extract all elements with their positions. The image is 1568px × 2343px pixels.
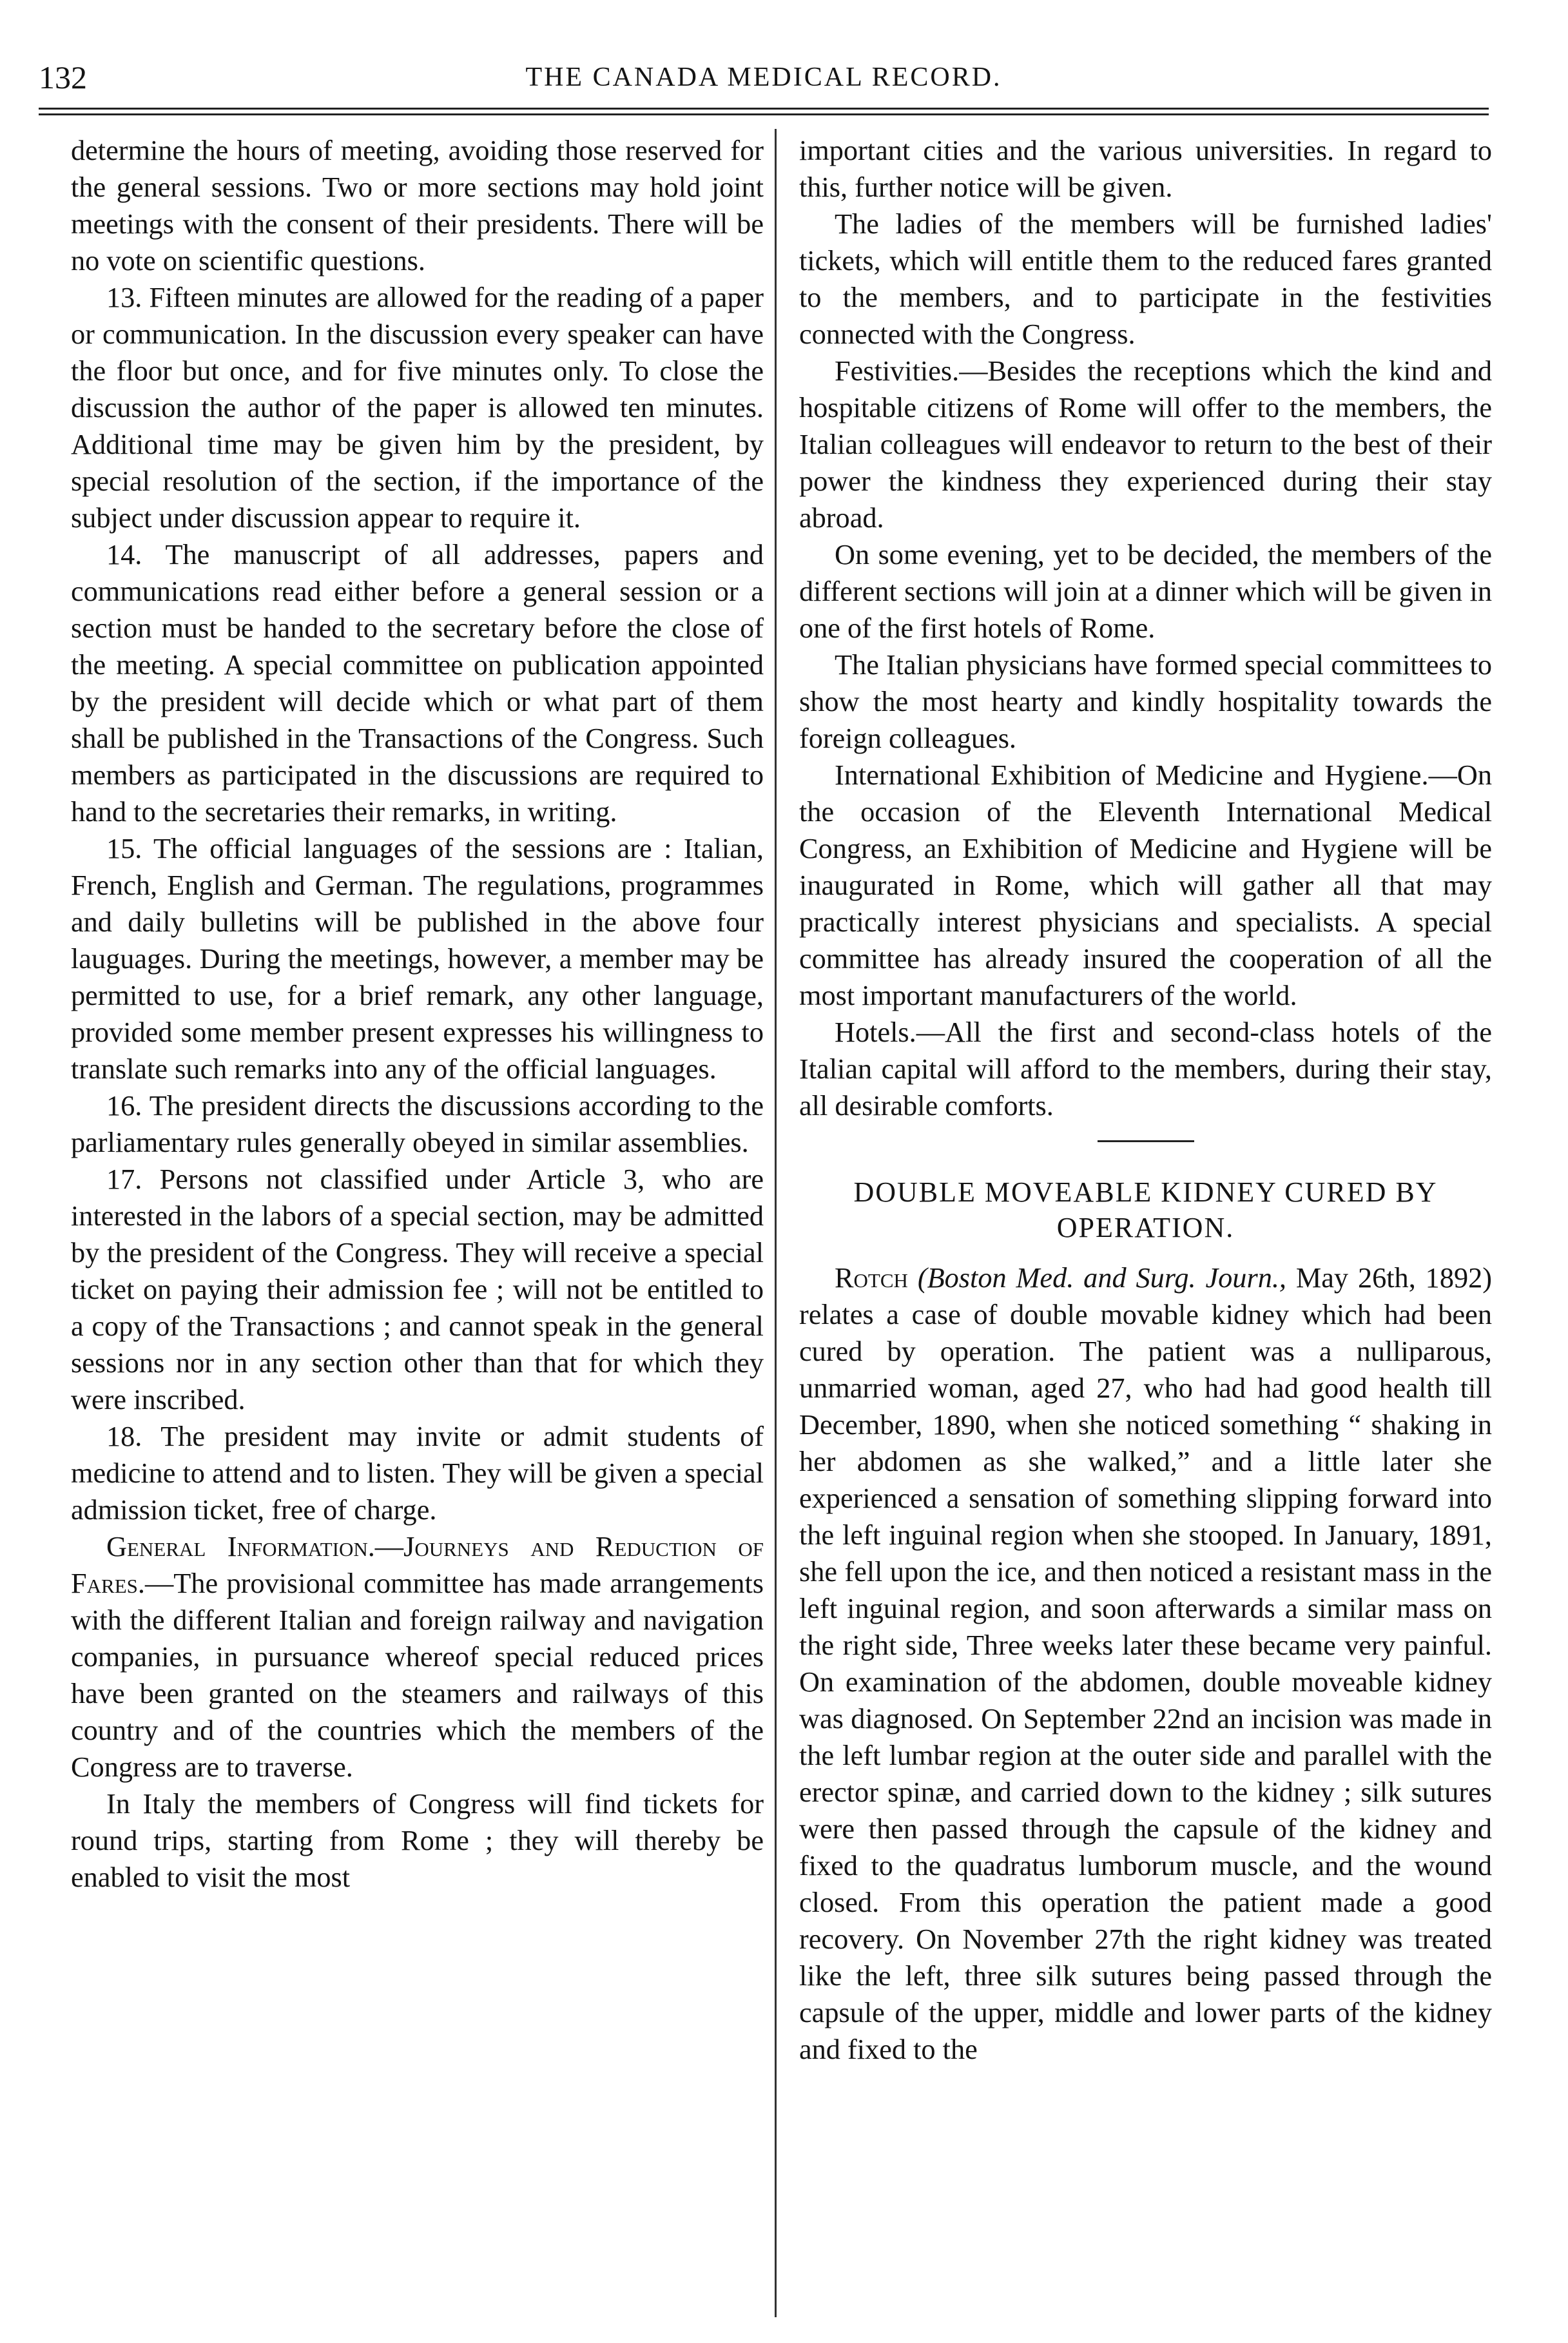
journal-title: THE CANADA MEDICAL RECORD. xyxy=(525,63,1002,92)
paragraph-continuation-right: important cities and the various universities. In regard to this, further notice will be given. xyxy=(799,135,1492,203)
general-information-heading: General Information.—Journeys and Reduction of Fares. xyxy=(71,1531,764,1599)
article-17: 17. Persons not classified under Article 3, who are interested in the labors of a special section, may be admitted by the president of the Congress. They will receive a special ticket on paying their admission fee ; will not be entitled to a copy of the Transactions ; and cannot speak in the general sessions nor in any section other than that for which they were inscribed. xyxy=(71,1163,764,1415)
festivities-paragraph: Festivities.—Besides the receptions which the kind and hospitable citizens of Rome will offer to the members, the Italian colleagues will endeavor to return to the best of their power the kindness they experienced during their stay abroad. xyxy=(799,355,1492,534)
exhibition-paragraph: International Exhibition of Medicine and Hygiene.—On the occasion of the Eleventh International Medical Congress, an Exhibition of Medicine and Hygiene will be inaugurated in Rome, which will gather all that may practically interest physicians and specialists. A special committee has already insured the cooperation of all the most important manufacturers of the world. xyxy=(799,759,1492,1011)
header-rule-top xyxy=(39,108,1489,110)
hospitality-paragraph: The Italian physicians have formed special committees to show the most hearty and kindly hospitality towards the foreign colleagues. xyxy=(799,649,1492,754)
ladies-tickets-paragraph: The ladies of the members will be furnished ladies' tickets, which will entitle them to the reduced fares granted to the members, and to participate in the festivities connected with the Congress. xyxy=(799,208,1492,350)
hotels-paragraph: Hotels.—All the first and second-class hotels of the Italian capital will afford to the members, during their stay, all desirable comforts. xyxy=(799,1016,1492,1122)
paragraph-continuation: determine the hours of meeting, avoiding those reserved for the general sessions. Two or more sections may hold joint meetings with the consent of their presidents. There will be no vote on scientific questions. xyxy=(71,135,764,277)
article-18: 18. The president may invite or admit students of medicine to attend and to listen. They will be given a special admission ticket, free of charge. xyxy=(71,1421,764,1526)
section-separator xyxy=(1098,1140,1194,1142)
article-16: 16. The president directs the discussions according to the parliamentary rules generally obeyed in similar assemblies. xyxy=(71,1090,764,1158)
general-information-paragraph xyxy=(71,1528,764,1785)
article-15: 15. The official languages of the sessions are : Italian, French, English and German. The regulations, programmes and daily bulletins will be published in the above four lauguages. During the meetings, however, a member may be permitted to use, for a brief remark, any other language, provided some member present expresses his willingness to translate such remarks into any of the official languages. xyxy=(71,833,764,1085)
article-14: 14. The manuscript of all addresses, papers and communications read either before a general session or a section must be handed to the secretary before the close of the meeting. A special committee on publication appointed by the president will decide which or what part of them shall be published in the Transactions of the Congress. Such members as participated in the discussions are required to hand to the secretaries their remarks, in writing. xyxy=(71,539,764,828)
column-divider xyxy=(775,129,777,2317)
article-author: Rotch xyxy=(835,1262,908,1294)
right-column xyxy=(799,132,1492,2068)
page-number: 132 xyxy=(39,59,87,95)
header-rule-bottom xyxy=(39,113,1489,115)
left-column xyxy=(71,132,764,1896)
italy-tickets-paragraph: In Italy the members of Congress will find tickets for round trips, starting from Rome ; they will thereby be enabled to visit the most xyxy=(71,1788,764,1893)
page-header xyxy=(39,52,1489,103)
article-body: May 26th, 1892) relates a case of double movable kidney which had been cured by operation. The patient was a nulliparous, unmarried woman, aged 27, who had had good health till December, 1890, when she noticed something “ shaking in her abdomen as she walked,” and a little later she experienced a sensation of something slipping forward into the left inguinal region when she stooped. In January, 1891, she fell upon the ice, and then noticed a resistant mass in the left inguinal region, and soon afterwards a similar mass on the right side, Three weeks later these became very painful. On examination of the abdomen, double moveable kidney was diagnosed. On September 22nd an incision was made in the left lumbar region at the outer side and parallel with the erector spinæ, and carried down to the kidney ; silk sutures were then passed through the capsule of the kidney and fixed to the quadratus lumborum muscle, and the wound closed. From this operation the patient made a good recovery. On November 27th the right kidney was treated like the left, three silk sutures being passed through the capsule of the upper, middle and lower parts of the kidney and fixed to the xyxy=(799,1262,1493,2065)
article-13: 13. Fifteen minutes are allowed for the reading of a paper or communication. In the discussion every speaker can have the floor but once, and for five minutes only. To close the discussion the author of the paper is allowed ten minutes. Additional time may be given him by the president, by special resolution of the section, if the importance of the subject under discussion appear to require it. xyxy=(71,282,764,534)
article-journal-citation: (Boston Med. and Surg. Journ., xyxy=(917,1262,1286,1294)
general-information-text: —The provisional committee has made arrangements with the different Italian and foreign railway and navigation companies, in pursuance whereof special reduced prices have been granted on the steamers and railways of this country and of the countries which the members of the Congress are to traverse. xyxy=(71,1568,764,1783)
article-title: DOUBLE MOVEABLE KIDNEY CURED BY OPERATION. xyxy=(853,1176,1438,1243)
dinner-paragraph: On some evening, yet to be decided, the members of the different sections will join at a dinner which will be given in one of the first hotels of Rome. xyxy=(799,539,1492,644)
kidney-article-paragraph xyxy=(799,1259,1492,2068)
